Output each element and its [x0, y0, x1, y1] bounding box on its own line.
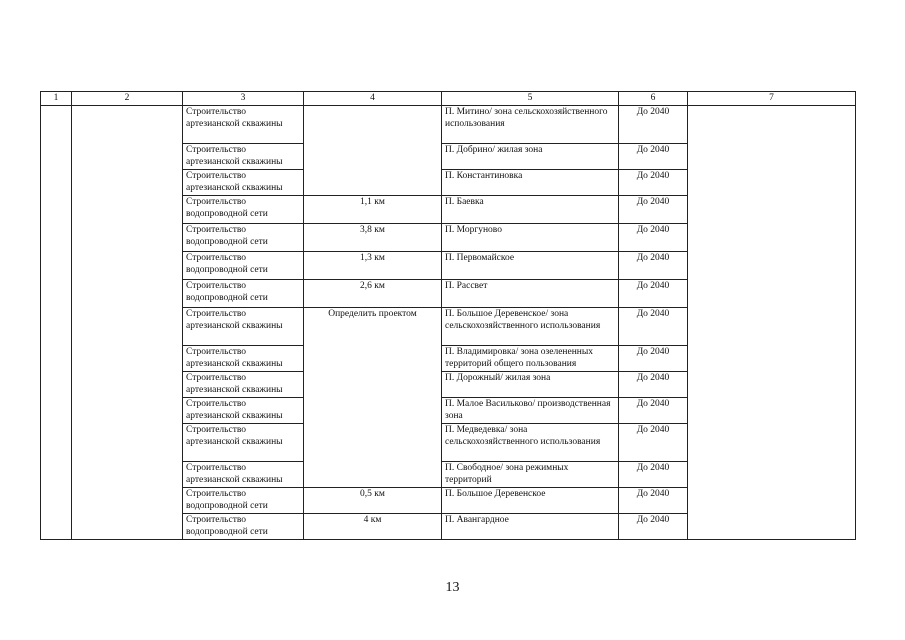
term-cell: До 2040 [619, 224, 688, 252]
work-type-cell: Строительство артезианской скважины [183, 462, 304, 488]
term-cell: До 2040 [619, 280, 688, 308]
work-type-cell: Строительство артезианской скважины [183, 372, 304, 398]
location-cell: П. Константиновка [442, 170, 619, 196]
term-cell: До 2040 [619, 196, 688, 224]
work-type-cell: Строительство водопроводной сети [183, 196, 304, 224]
location-cell: П. Баевка [442, 196, 619, 224]
column-header: 7 [688, 92, 856, 106]
term-cell: До 2040 [619, 488, 688, 514]
water-supply-table [40, 91, 856, 540]
term-cell: До 2040 [619, 424, 688, 462]
length-cell: 0,5 км [304, 488, 442, 514]
length-cell: Определить проектом [304, 308, 442, 488]
work-type-cell: Строительство артезианской скважины [183, 346, 304, 372]
location-cell: П. Дорожный/ жилая зона [442, 372, 619, 398]
location-cell: П. Рассвет [442, 280, 619, 308]
col7-cell [688, 106, 856, 540]
work-type-cell: Строительство водопроводной сети [183, 252, 304, 280]
work-type-cell: Строительство артезианской скважины [183, 106, 304, 144]
term-cell: До 2040 [619, 346, 688, 372]
location-cell: П. Большое Деревенское [442, 488, 619, 514]
col2-cell [72, 106, 183, 540]
length-cell: 2,6 км [304, 280, 442, 308]
page-number: 13 [445, 580, 460, 595]
length-cell: 4 км [304, 514, 442, 540]
location-cell: П. Первомайское [442, 252, 619, 280]
location-cell: П. Авангардное [442, 514, 619, 540]
table-body [41, 106, 856, 540]
column-header: 2 [72, 92, 183, 106]
column-header: 4 [304, 92, 442, 106]
length-cell: 3,8 км [304, 224, 442, 252]
location-cell: П. Владимировка/ зона озелененных территорий общего пользования [442, 346, 619, 372]
work-type-cell: Строительство водопроводной сети [183, 224, 304, 252]
col1-cell [41, 106, 72, 540]
term-cell: До 2040 [619, 372, 688, 398]
term-cell: До 2040 [619, 308, 688, 346]
location-cell: П. Добрино/ жилая зона [442, 144, 619, 170]
column-header: 5 [442, 92, 619, 106]
location-cell: П. Моргуново [442, 224, 619, 252]
work-type-cell: Строительство артезианской скважины [183, 170, 304, 196]
column-header: 6 [619, 92, 688, 106]
work-type-cell: Строительство артезианской скважины [183, 308, 304, 346]
location-cell: П. Митино/ зона сельскохозяйственного использования [442, 106, 619, 144]
column-header: 1 [41, 92, 72, 106]
term-cell: До 2040 [619, 398, 688, 424]
work-type-cell: Строительство артезианской скважины [183, 398, 304, 424]
length-cell: 1,1 км [304, 196, 442, 224]
term-cell: До 2040 [619, 170, 688, 196]
length-cell: 1,3 км [304, 252, 442, 280]
table-row [41, 106, 856, 144]
term-cell: До 2040 [619, 252, 688, 280]
work-type-cell: Строительство артезианской скважины [183, 144, 304, 170]
location-cell: П. Свободное/ зона режимных территорий [442, 462, 619, 488]
column-header: 3 [183, 92, 304, 106]
work-type-cell: Строительство водопроводной сети [183, 514, 304, 540]
location-cell: П. Медведевка/ зона сельскохозяйственного использования [442, 424, 619, 462]
term-cell: До 2040 [619, 144, 688, 170]
term-cell: До 2040 [619, 462, 688, 488]
location-cell: П. Большое Деревенское/ зона сельскохозяйственного использования [442, 308, 619, 346]
term-cell: До 2040 [619, 106, 688, 144]
length-cell [304, 106, 442, 196]
term-cell: До 2040 [619, 514, 688, 540]
work-type-cell: Строительство артезианской скважины [183, 424, 304, 462]
work-type-cell: Строительство водопроводной сети [183, 488, 304, 514]
location-cell: П. Малое Васильково/ производственная зона [442, 398, 619, 424]
work-type-cell: Строительство водопроводной сети [183, 280, 304, 308]
header-row [41, 92, 856, 106]
